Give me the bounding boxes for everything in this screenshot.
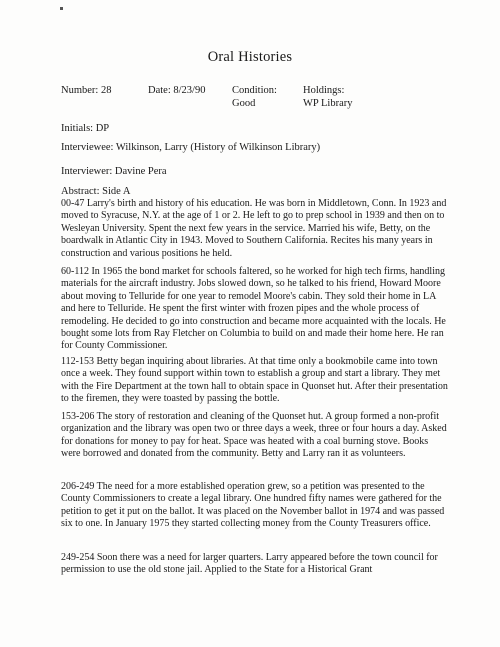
interviewee-line: Interviewee: Wilkinson, Larry (History of Wilkinson Library)	[61, 142, 321, 153]
holdings-label: Holdings:	[303, 85, 345, 96]
holdings-block	[303, 84, 352, 110]
abstract-paragraph: 153-206 The story of restoration and cleaning of the Quonset hut. A group formed a non-profit organization and the library was open two or three days a week, three or four hours a day. Asked for donations for money to pay for heat. Space was heated with a coal burning stove. Books were borrowed and donated from the community. Betty and Larry ran it as volunteers.	[61, 411, 447, 460]
condition-label: Condition:	[232, 85, 277, 96]
abstract-paragraph: 60-112 In 1965 the bond market for schools faltered, so he worked for high tech firms, handling materials for the aircraft industry. Jobs slowed down, so he talked to his friend, Howard Moore about moving to Telluride for one year to remodel Moore's cabin. They sold their home in LA and here to Telluride. He spent the first winter with frozen pipes and the whole process of remodeling. He decided to go into construction and became more acquainted with the locals. He bought some lots from Ray Fletcher on Columbia to build on and made their home here. He ran for County Commissioner.	[61, 266, 446, 352]
abstract-label: Abstract: Side A	[61, 186, 131, 197]
initials-line: Initials: DP	[61, 123, 110, 134]
abstract-paragraph: 00-47 Larry's birth and history of his education. He was born in Middletown, Conn. In 1923 and moved to Syracuse, N.Y. at the age of 1 or 2. He left to go to prep school in 1939 and then on to Wesleyan University. Spent the next few years in the service. Married his wife, Betty, on the boardwalk in Atlantic City in 1943. Moved to Southern California. Recites his many years in construction and various positions he held.	[61, 198, 447, 259]
document-title: Oral Histories	[207, 49, 293, 65]
abstract-paragraph: 112-153 Betty began inquiring about libraries. At that time only a bookmobile came into town once a week. They found support within town to establish a group and start a library. They met with the Fire Department at the town hall to obtain space in Quonset hut. After their presentation to the firemen, they were toasted by passing the bottle.	[61, 356, 448, 405]
abstract-paragraph: 249-254 Soon there was a need for larger quarters. Larry appeared before the town council for permission to use the old stone jail. Applied to the State for a Historical Grant	[61, 552, 438, 576]
condition-value: Good	[232, 98, 256, 109]
abstract-paragraph: 206-249 The need for a more established operation grew, so a petition was presented to the County Commissioners to create a legal library. One hundred fifty names were gathered for the petition to get it put on the ballot. It was placed on the November ballot in 1974 and was passed six to one. In January 1975 they started collecting money from the County Treasurers office.	[61, 481, 445, 530]
record-date: Date: 8/23/90	[148, 85, 206, 96]
interviewer-line: Interviewer: Davine Pera	[61, 166, 167, 177]
condition-block	[232, 84, 277, 110]
record-number: Number: 28	[61, 85, 112, 96]
holdings-value: WP Library	[303, 98, 353, 109]
scan-mark	[60, 7, 63, 10]
